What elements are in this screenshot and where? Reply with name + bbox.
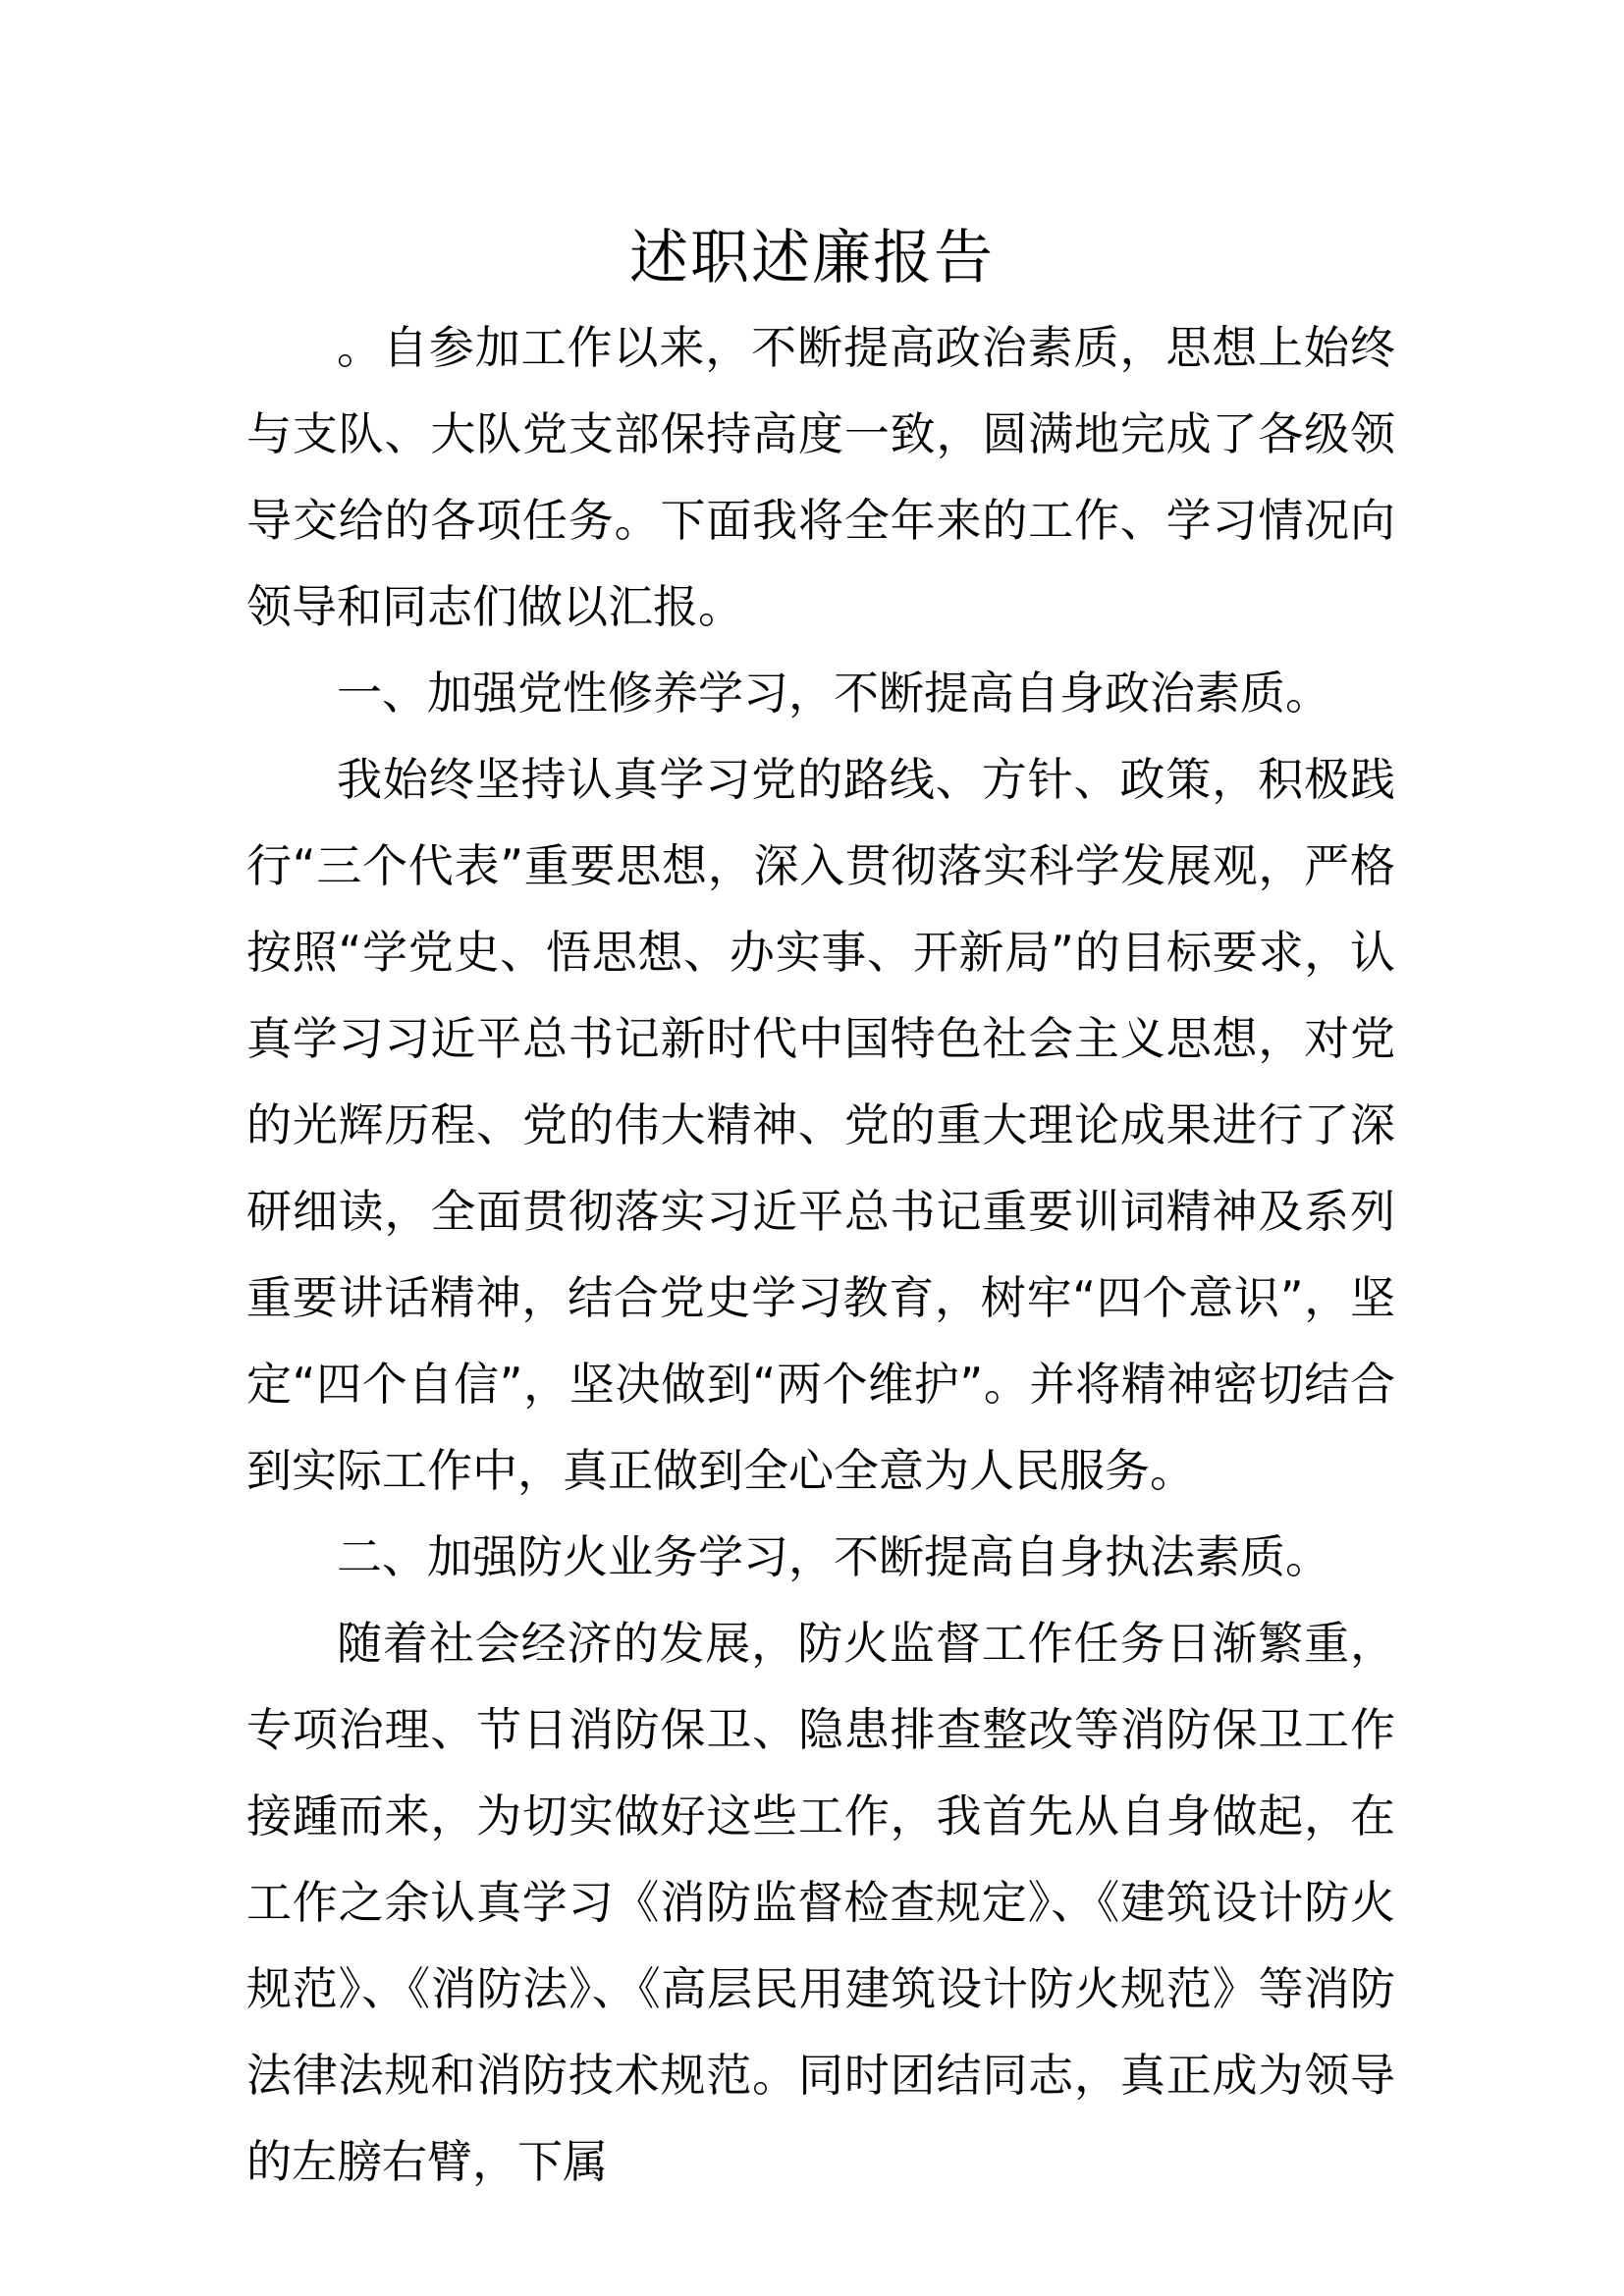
- section-heading-1: 一、加强党性修养学习，不断提高自身政治素质。: [337, 667, 1330, 720]
- intro-paragraph: 。自参加工作以来，不断提高政治素质，思想上始终与支队、大队党支部保持高度一致，圆满地完成了各级领导交给的各项任务。下面我将全年来的工作、学习情况向领导和同志们做以汇报。: [246, 321, 1395, 633]
- document-body: [246, 304, 1395, 2205]
- section-1-paragraph: 我始终坚持认真学习党的路线、方针、政策，积极践行“三个代表”重要思想，深入贯彻落实科学发展观，严格按照“学党史、悟思想、办实事、开新局”的目标要求，认真学习习近平总书记新时代中国特色社会主义思想，对党的光辉历程、党的伟大精神、党的重大理论成果进行了深研细读，全面贯彻落实习近平总书记重要训词精神及系列重要讲话精神，结合党史学习教育，树牢“四个意识”，坚定“四个自信”，坚决做到“两个维护”。并将精神密切结合到实际工作中，真正做到全心全意为人民服务。: [246, 753, 1395, 1497]
- section-heading-2: 二、加强防火业务学习，不断提高自身执法素质。: [337, 1530, 1330, 1583]
- document-title: 述职述廉报告: [629, 224, 995, 293]
- section-2-paragraph: 随着社会经济的发展，防火监督工作任务日渐繁重，专项治理、节日消防保卫、隐患排查整改等消防保卫工作接踵而来，为切实做好这些工作，我首先从自身做起，在工作之余认真学习《消防监督检查规定》、《建筑设计防火规范》、《消防法》、《高层民用建筑设计防火规范》等消防法律法规和消防技术规范。同时团结同志，真正成为领导的左膀右臂，下属: [246, 1617, 1395, 2188]
